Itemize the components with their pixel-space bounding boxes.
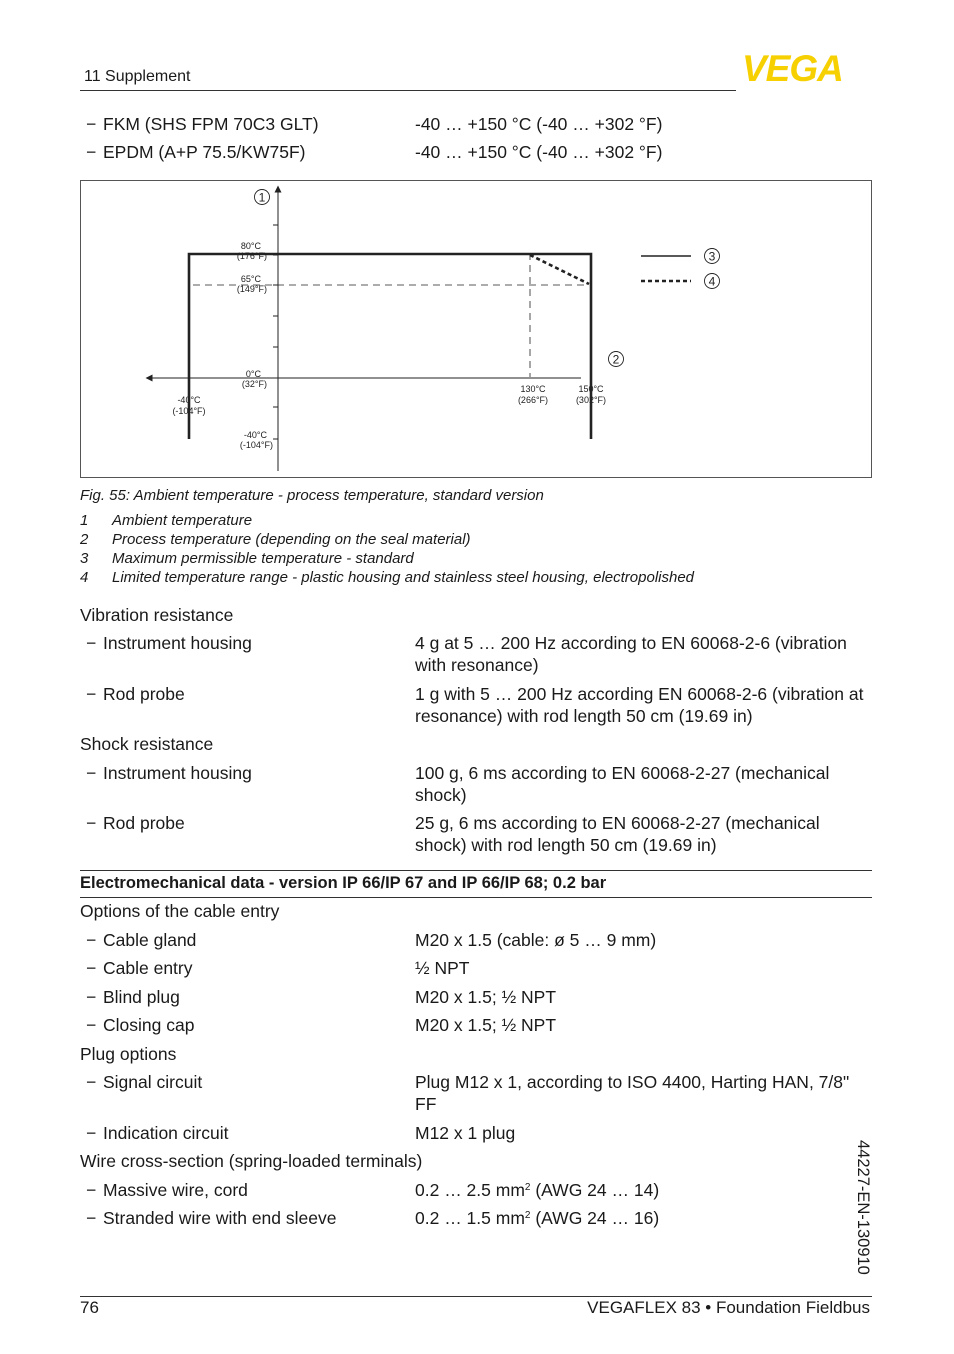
marker-label: 4 <box>708 274 716 289</box>
seal-label: FKM (SHS FPM 70C3 GLT) <box>103 114 319 134</box>
logo-text: VEGA <box>742 52 843 84</box>
y-axis-ticks <box>273 225 278 439</box>
figure-caption: Fig. 55: Ambient temperature - process temperature, standard version <box>80 487 544 504</box>
x-tick-label: 130°C <box>520 384 546 394</box>
y-tick-label: (149°F) <box>236 284 267 294</box>
x-tick-label: 150°C <box>578 384 604 394</box>
limited-range-line <box>530 255 589 284</box>
x-tick-label: -40°C <box>177 395 201 405</box>
header-rule <box>80 90 736 91</box>
section-rule-bottom <box>80 897 872 898</box>
marker-label: 3 <box>708 249 716 264</box>
seal-value: -40 … +150 °C (-40 … +302 °F) <box>415 114 663 134</box>
seal-value: -40 … +150 °C (-40 … +302 °F) <box>415 142 663 162</box>
section-title: Electromechanical data - version IP 66/IP 67 and IP 66/IP 68; 0.2 bar <box>80 874 607 892</box>
footer-title: VEGAFLEX 83 • Foundation Fieldbus <box>587 1298 870 1317</box>
y-tick-label: 65°C <box>240 274 261 284</box>
x-tick-label: (-104°F) <box>172 406 206 416</box>
y-tick-label: -40°C <box>243 430 267 440</box>
footer-rule <box>80 1296 872 1297</box>
seal-label: EPDM (A+P 75.5/KW75F) <box>103 142 306 162</box>
y-tick-label: (-104°F) <box>239 440 273 450</box>
section-header: 11 Supplement <box>84 68 191 85</box>
marker-label: 2 <box>612 352 620 367</box>
marker-label: 1 <box>258 190 266 205</box>
x-tick-label: (266°F) <box>517 395 549 405</box>
y-tick-label: (32°F) <box>241 379 267 389</box>
x-tick-label: (302°F) <box>575 395 607 405</box>
y-tick-label: (176°F) <box>236 251 267 261</box>
section-rule-top <box>80 870 872 871</box>
vega-logo <box>742 52 872 84</box>
y-tick-label: 80°C <box>240 241 261 251</box>
temperature-diagram <box>80 180 872 478</box>
page-number: 76 <box>80 1298 99 1317</box>
document-number: 44227-EN-130910 <box>854 1140 872 1275</box>
y-tick-label: 0°C <box>245 369 261 379</box>
